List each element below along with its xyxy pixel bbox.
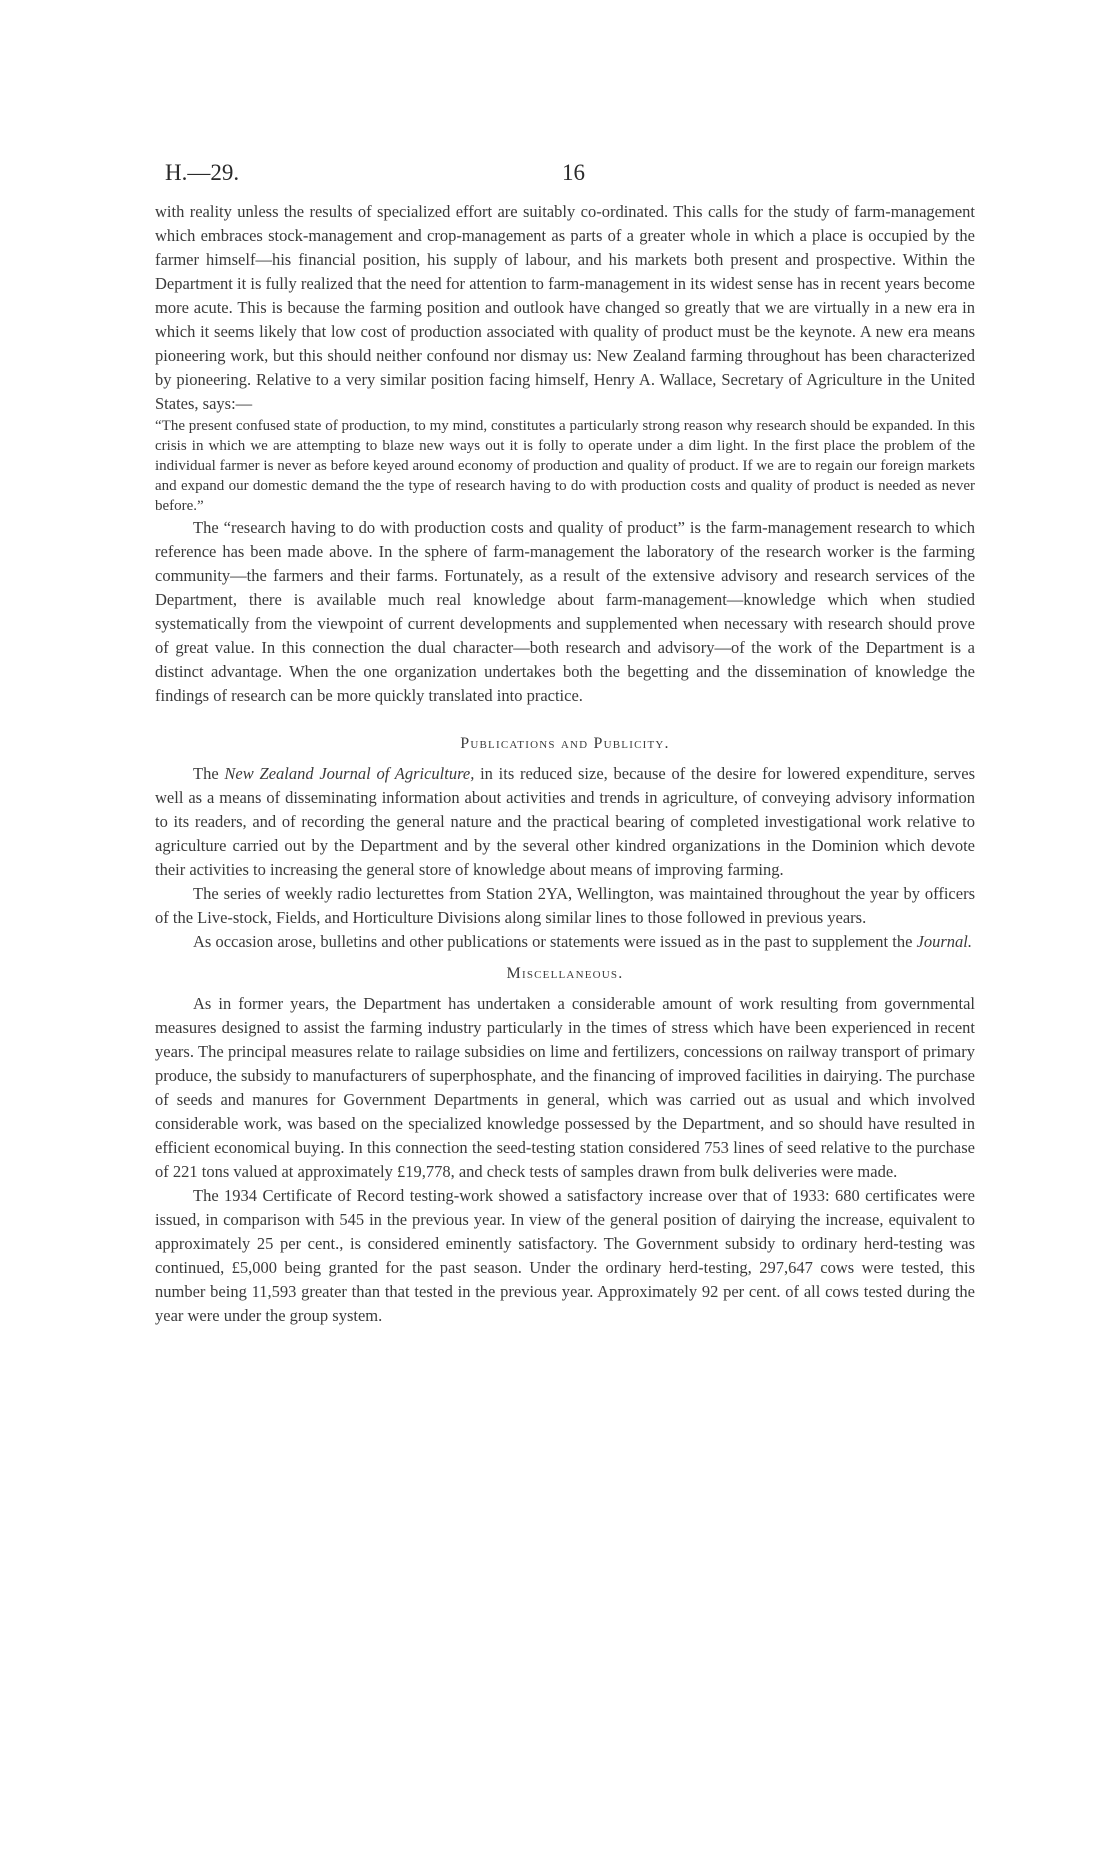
page-number: 16 [562,160,585,185]
journal-title: New Zealand Journal of Agriculture, [224,764,475,783]
document-reference: H.—29. [165,160,240,185]
paragraph-herd-testing: The 1934 Certificate of Record testing-work showed a satisfactory increase over that of 1933: 680 certificates were issued, in comparison with 545 in the previous year. In view of the general position of dairying the increase, equivalent to approximately 25 per cent., is considered eminently satisfactory. The Government subsidy to ordinary herd-testing was continued, £5,000 being granted for the past season. Under the ordinary herd-testing, 297,647 cows were tested, this number being 11,593 greater than that tested in the previous year. Approximately 92 per cent. of all cows tested during the year were under the group system. [155,1186,975,1325]
page-header [155,160,975,190]
paragraph-research: The “research having to do with production costs and quality of product” is the farm-management research to which reference has been made above. In the sphere of farm-management the laboratory of the research worker is the farming community—the farmers and their farms. Fortunately, as a result of the extensive advisory and research services of the Department, there is available much real knowledge about farm-management—knowledge which when studied systematically from the viewpoint of current developments and supplemented when necessary with research should prove of great value. In this connection the dual character—both research and advisory—of the work of the Department is a distinct advantage. When the one organization undertakes both the begetting and the dissemination of knowledge the findings of research can be more quickly translated into practice. [155,518,975,705]
paragraph-radio: The series of weekly radio lecturettes from Station 2YA, Wellington, was maintained throughout the year by officers of the Live-stock, Fields, and Horticulture Divisions along similar lines to those followed in previous years. [155,884,975,927]
paragraph-bulletins [155,930,975,954]
section-heading-miscellaneous: Miscellaneous. [506,965,624,982]
body-text [155,200,975,1328]
journal-title-short: Journal. [916,932,973,951]
paragraph-journal [155,762,975,882]
document-page [155,160,975,1328]
paragraph-measures: As in former years, the Department has undertaken a considerable amount of work resulting from governmental measures designed to assist the farming industry particularly in the times of stress which have been experienced in recent years. The principal measures relate to railage subsidies on lime and fertilizers, concessions on railway transport of primary produce, the subsidy to manufacturers of superphosphate, and the financing of improved facilities in dairying. The purchase of seeds and manures for Government Departments in general, which was carried out as usual and which involved considerable work, was based on the specialized knowledge possessed by the Department, and so should have resulted in efficient economical buying. In this connection the seed-testing station considered 753 lines of seed relative to the purchase of 221 tons valued at approximately £19,778, and check tests of samples drawn from bulk deliveries were made. [155,994,975,1181]
paragraph-journal-start: The [193,764,225,783]
quotation-wallace: “The present confused state of production, to my mind, constitutes a particularly strong reason why research should be expanded. In this crisis in which we are attempting to blaze new ways out it is folly to operate under a dim light. In the first place the problem of the individual farmer is never as before keyed around economy of production and quality of product. If we are to regain our foreign markets and expand our domestic demand the the type of research having to do with production costs and quality of product is needed as never before.” [155,418,975,514]
paragraph-bulletins-start: As occasion arose, bulletins and other publications or statements were issued as in the past to supplement the [193,932,917,951]
section-heading-publications: Publications and Publicity. [460,735,670,752]
paragraph-journal-rest: in its reduced size, because of the desire for lowered expenditure, serves well as a means of disseminating information about activities and trends in agriculture, of conveying advisory information to its readers, and of recording the general nature and the practical bearing of completed investigational work relative to agriculture carried out by the Department and by the several other kindred organizations in the Dominion which devote their activities to increasing the general store of knowledge about means of improving farming. [155,764,975,879]
paragraph-farm-management: with reality unless the results of specialized effort are suitably co-ordinated. This calls for the study of farm-management which embraces stock-management and crop-management as parts of a greater whole in which a place is occupied by the farmer himself—his financial position, his supply of labour, and his markets both present and prospective. Within the Department it is fully realized that the need for attention to farm-management in its widest sense has in recent years become more acute. This is because the farming position and outlook have changed so greatly that we are virtually in a new era in which it seems likely that low cost of production associated with quality of product must be the keynote. A new era means pioneering work, but this should neither confound nor dismay us: New Zealand farming throughout has been characterized by pioneering. Relative to a very similar position facing himself, Henry A. Wallace, Secretary of Agriculture in the United States, says:— [155,202,975,413]
